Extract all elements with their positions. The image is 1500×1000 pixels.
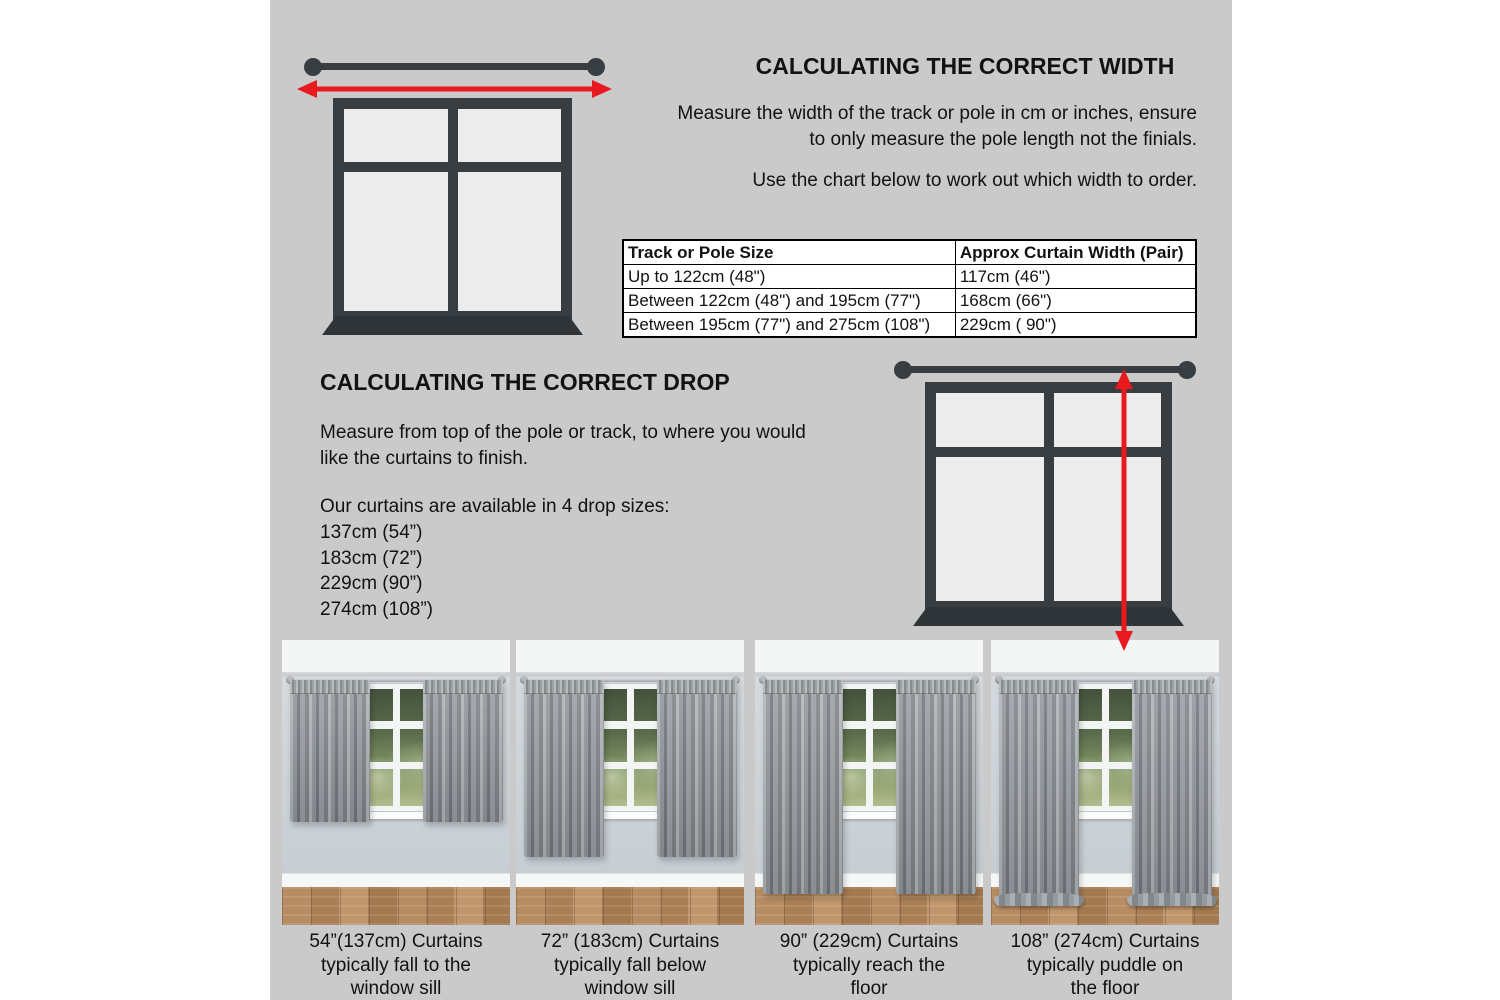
caption-line: window sill	[584, 978, 676, 999]
curtain-left	[999, 680, 1079, 902]
curtain-pole-graphic	[307, 63, 602, 70]
drop-instructions-line1: Measure from top of the pole or track, to where you would	[320, 422, 806, 443]
wood-floor	[516, 887, 744, 925]
window-pane	[1054, 393, 1162, 447]
window-muntin	[627, 684, 634, 811]
window-pane	[936, 457, 1044, 601]
width-instructions	[622, 101, 1197, 153]
width-size-table	[622, 239, 1197, 338]
window-graphic	[333, 98, 572, 322]
curtain-pole-graphic	[897, 366, 1193, 373]
example-photo-90in	[755, 640, 983, 925]
curtain-width-cell: 117cm (46")	[955, 265, 1196, 289]
pole-finial-icon	[587, 58, 605, 76]
curtain-width-cell: 229cm ( 90")	[955, 313, 1196, 338]
table-row	[623, 289, 1196, 313]
caption-line: typically puddle on	[1026, 954, 1184, 976]
caption-line: the floor	[1070, 978, 1140, 999]
caption-line: typically fall below	[553, 954, 707, 976]
window-pane	[458, 172, 562, 311]
photo-caption-90in	[755, 930, 983, 1000]
skirting-board	[282, 873, 510, 888]
window-pane	[344, 109, 448, 162]
wood-floor	[282, 887, 510, 925]
photo-caption-72in	[516, 930, 744, 1000]
curtain-width-cell: 168cm (66")	[955, 289, 1196, 313]
window-muntin	[393, 684, 400, 811]
curtain-left	[763, 680, 843, 894]
drop-instructions-line2: like the curtains to finish.	[320, 448, 529, 469]
curtain-right	[657, 680, 737, 857]
window-sill-graphic	[913, 607, 1184, 626]
drop-size-item: 229cm (90”)	[320, 573, 423, 594]
photo-caption-54in	[282, 930, 510, 1000]
caption-line: 90” (229cm) Curtains	[779, 931, 959, 952]
example-photo-54in	[282, 640, 510, 925]
curtain-right	[896, 680, 976, 894]
width-double-arrow-icon	[297, 78, 612, 100]
drop-size-item: 183cm (72”)	[320, 547, 423, 569]
caption-line: 54”(137cm) Curtains	[309, 931, 483, 952]
window-pane	[344, 172, 448, 311]
cornice	[282, 640, 510, 674]
width-instructions-line1: Measure the width of the track or pole in cm or inches, ensure	[677, 103, 1197, 124]
width-chart-note: Use the chart below to work out which width to order.	[752, 170, 1197, 191]
curtain-left	[290, 680, 370, 823]
table-row	[623, 265, 1196, 289]
curtain-right	[1132, 680, 1212, 902]
drop-size-item: 137cm (54”)	[320, 522, 423, 543]
window-pane	[458, 109, 562, 162]
window-pane	[936, 393, 1044, 447]
photo-caption-108in	[991, 930, 1219, 1000]
caption-line: 72” (183cm) Curtains	[540, 931, 720, 952]
drop-sizes-intro: Our curtains are available in 4 drop sizes:	[320, 496, 670, 517]
skirting-board	[516, 873, 744, 888]
drop-sizes-list	[320, 520, 433, 622]
example-photo-108in	[991, 640, 1219, 925]
pole-finial-icon	[894, 361, 912, 379]
window-muntin	[1102, 684, 1109, 811]
caption-line: floor	[850, 978, 888, 999]
pole-size-cell: Between 122cm (48") and 195cm (77")	[623, 289, 955, 313]
caption-line: 108” (274cm) Curtains	[1010, 931, 1200, 952]
drop-section-title: CALCULATING THE CORRECT DROP	[320, 369, 730, 395]
width-instructions-line2: to only measure the pole length not the finials.	[809, 129, 1197, 150]
caption-line: window sill	[350, 978, 442, 999]
cornice	[516, 640, 744, 674]
curtain-left	[524, 680, 604, 857]
pole-finial-icon	[304, 58, 322, 76]
width-section-title: CALCULATING THE CORRECT WIDTH	[755, 53, 1175, 79]
window-muntin	[866, 684, 873, 811]
table-header-curtain-width: Approx Curtain Width (Pair)	[955, 240, 1196, 265]
pole-size-cell: Between 195cm (77") and 275cm (108")	[623, 313, 955, 338]
table-row	[623, 313, 1196, 338]
drop-double-arrow-icon	[1112, 369, 1136, 651]
caption-line: typically fall to the	[321, 954, 471, 976]
table-header-pole-size: Track or Pole Size	[623, 240, 955, 265]
drop-measurement-illustration	[890, 355, 1200, 655]
window-pane	[1054, 457, 1162, 601]
curtain-right	[423, 680, 503, 823]
drop-size-item: 274cm (108”)	[320, 598, 433, 620]
example-photo-72in	[516, 640, 744, 925]
drop-instructions	[320, 420, 880, 472]
table-header-row	[623, 240, 1196, 265]
window-sill-graphic	[322, 316, 583, 335]
pole-size-cell: Up to 122cm (48")	[623, 265, 955, 289]
pole-finial-icon	[1178, 361, 1196, 379]
caption-line: typically reach the	[792, 954, 946, 976]
content-panel	[270, 0, 1232, 1000]
width-measurement-illustration	[297, 50, 612, 340]
